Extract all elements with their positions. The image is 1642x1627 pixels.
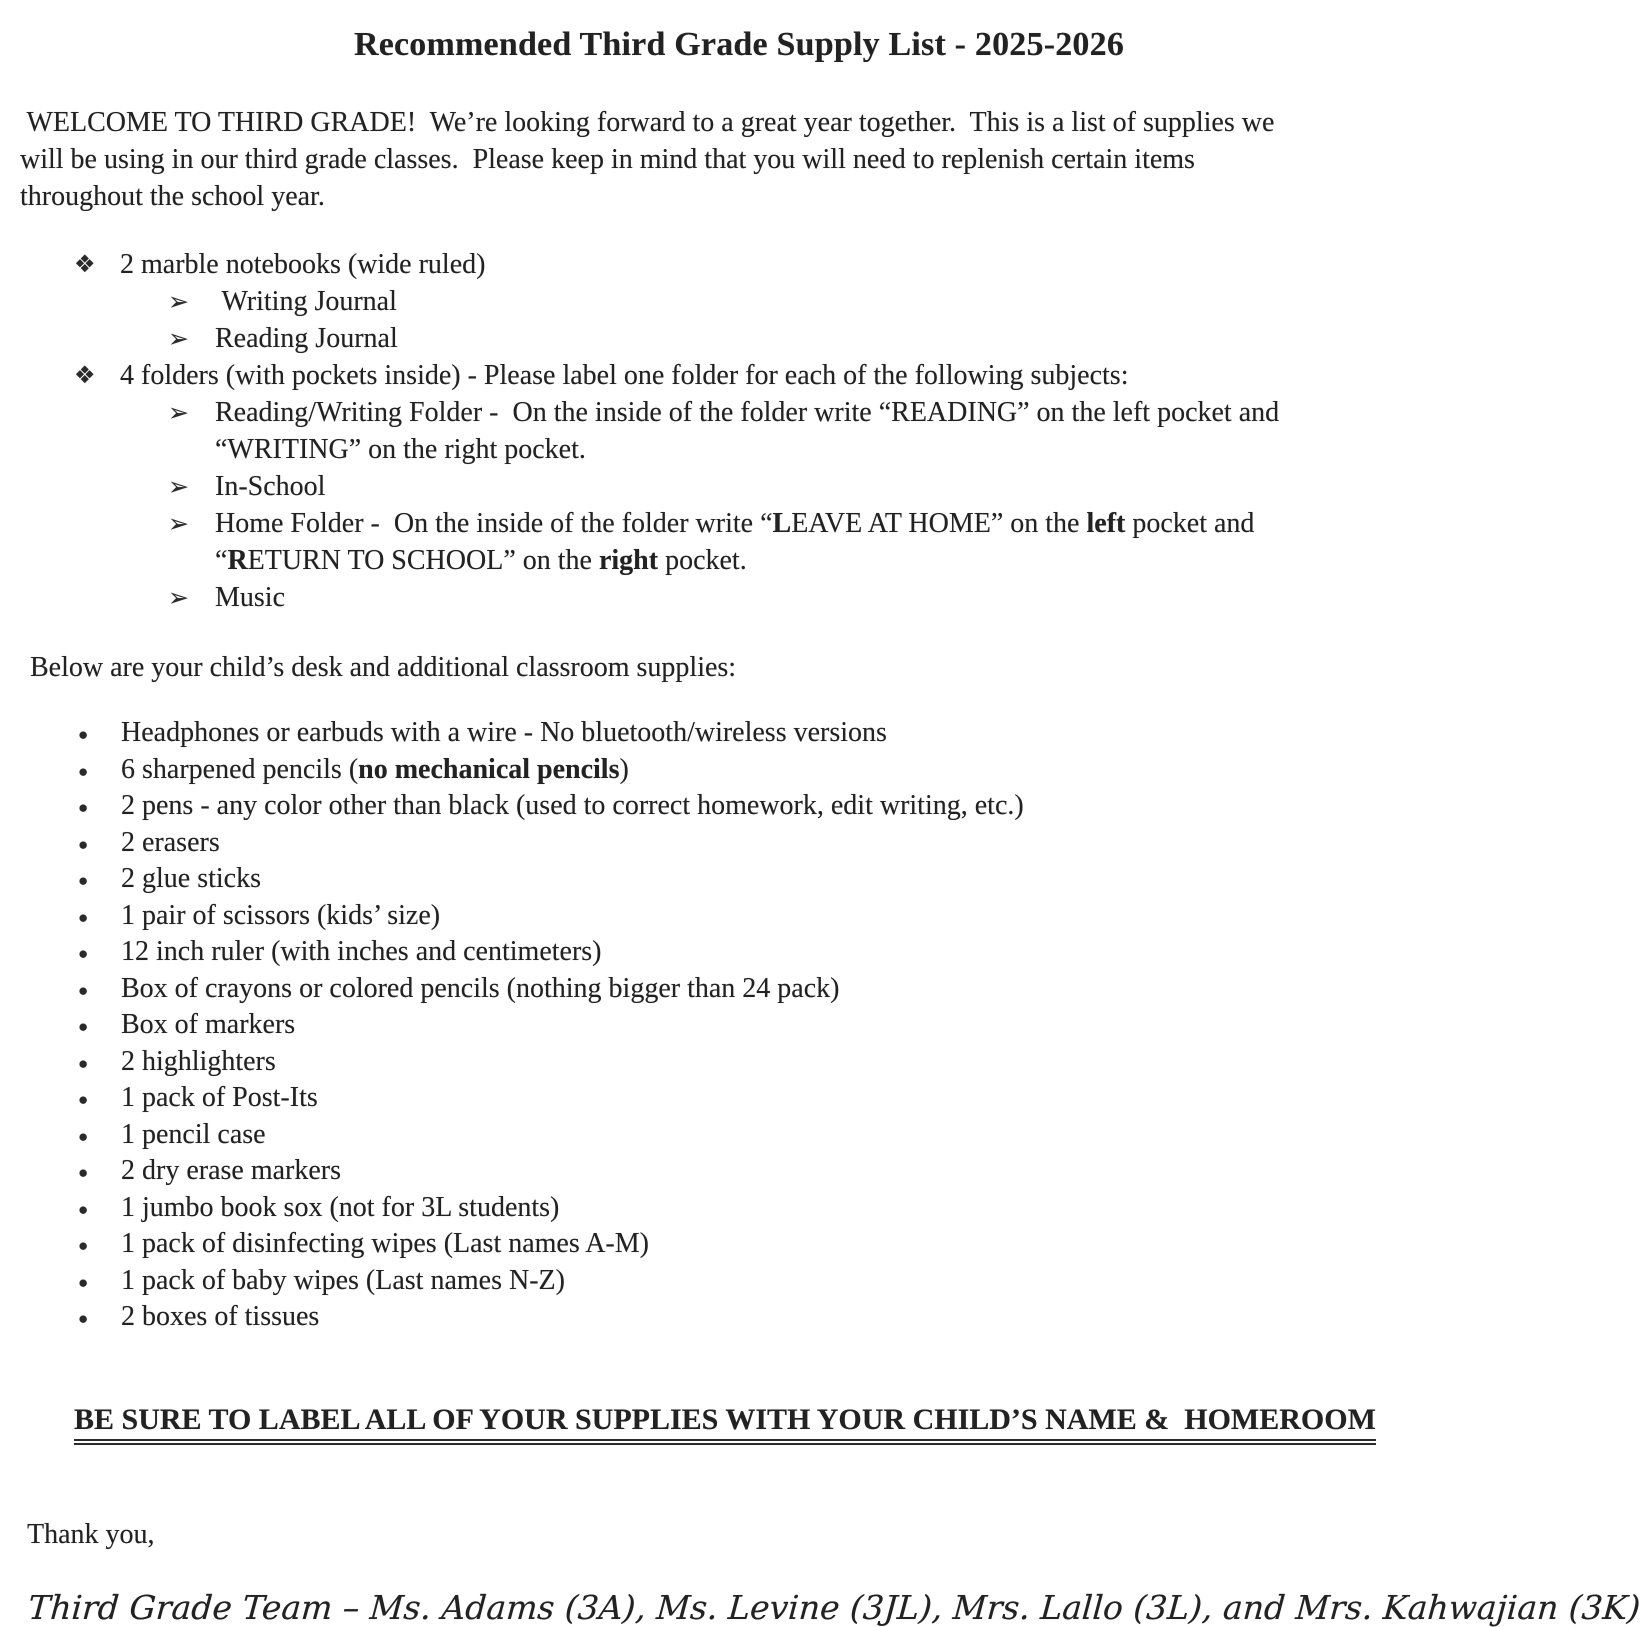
supply-item-disinfecting-wipes [0, 1226, 1478, 1263]
bullet-icon: ● [78, 1272, 89, 1292]
arrow-bullet-icon: ➢ [168, 324, 189, 353]
reading-writing-folder-line-2: “WRITING” on the right pocket. [215, 434, 586, 465]
text-run: ) [619, 753, 629, 785]
bullet-icon: ● [78, 1236, 89, 1255]
text-run: EAVE AT HOME” on the [791, 508, 1087, 539]
text-run-bold: no mechanical pencils [358, 753, 620, 785]
supply-item-tissues [0, 1299, 1478, 1336]
intro-paragraph [20, 104, 1458, 215]
supply-item-text: 2 boxes of tissues [121, 1301, 320, 1332]
text-run: pocket. [658, 545, 747, 576]
supply-item-pens [0, 788, 1478, 825]
writing-journal-label: Writing Journal [215, 286, 397, 317]
arrow-bullet-icon: ➢ [168, 583, 189, 612]
sub-item-writing-journal [0, 283, 1478, 320]
home-folder-line-2 [215, 542, 1478, 579]
bullet-icon: ● [78, 944, 89, 963]
supply-item-text: 1 pack of baby wipes (Last names N-Z) [121, 1264, 565, 1296]
notebooks-folders-list [0, 246, 1478, 616]
home-folder-line-1 [215, 505, 1478, 542]
text-run: ETURN TO SCHOOL” on the [247, 545, 599, 576]
label-notice-text: BE SURE TO LABEL ALL OF YOUR SUPPLIES WITH YOUR CHILD’S NAME & HOMEROOM [74, 1403, 1376, 1445]
supply-item-text: 1 pack of disinfecting wipes (Last names A-M) [121, 1228, 649, 1259]
supply-item-text: 2 glue sticks [121, 863, 261, 894]
supply-item-text: 1 pencil case [121, 1118, 266, 1150]
bullet-icon: ● [78, 1163, 89, 1182]
team-signature: Third Grade Team – Ms. Adams (3A), Ms. Levine (3JL), Mrs. Lallo (3L), and Mrs. Kahwajian (3K) [27, 1587, 1642, 1627]
arrow-bullet-icon: ➢ [168, 472, 189, 501]
list-item-notebooks [0, 246, 1478, 283]
supply-item-text: 2 erasers [121, 826, 220, 858]
supply-item-crayons [0, 971, 1478, 1008]
sub-item-home-folder [0, 505, 1478, 579]
arrow-bullet-icon: ➢ [168, 287, 189, 316]
supply-item-text: Box of markers [121, 1009, 296, 1040]
text-run: “ [215, 545, 228, 576]
supply-item-text: 1 jumbo book sox (not for 3L students) [121, 1191, 560, 1223]
in-school-folder-label: In-School [215, 471, 326, 502]
supply-item-text: Headphones or earbuds with a wire - No bluetooth/wireless versions [121, 717, 887, 748]
supply-item-pencils [0, 752, 1478, 789]
bullet-icon: ● [78, 1053, 89, 1073]
reading-writing-folder-text [215, 394, 1478, 468]
bullet-icon: ● [78, 834, 89, 854]
list-item-folders [0, 357, 1478, 394]
bullet-icon: ● [78, 1090, 89, 1109]
supply-item-post-its [0, 1080, 1478, 1117]
closing-thanks: Thank you, [27, 1518, 155, 1550]
text-run-bold: left [1086, 508, 1126, 539]
diamond-bullet-icon: ❖ [74, 361, 96, 389]
text-run-bold: L [772, 508, 792, 539]
intro-line-3: throughout the school year. [20, 181, 325, 212]
folders-label: 4 folders (with pockets inside) - Please label one folder for each of the following subjects: [120, 360, 1129, 391]
document-title: Recommended Third Grade Supply List - 2025-2026 [353, 26, 1125, 63]
supply-item-ruler [0, 934, 1478, 971]
supply-item-text: 1 pack of Post-Its [121, 1082, 318, 1113]
bullet-icon: ● [78, 871, 89, 890]
notebooks-label: 2 marble notebooks (wide ruled) [120, 249, 486, 280]
supply-item-baby-wipes [0, 1263, 1478, 1300]
supply-item-text [121, 752, 1478, 789]
supply-item-text: 2 pens - any color other than black (used to correct homework, edit writing, etc.) [121, 790, 1024, 821]
supply-item-markers [0, 1007, 1478, 1044]
supply-item-book-sox [0, 1190, 1478, 1227]
supply-item-pencil-case [0, 1117, 1478, 1154]
desk-supplies-list [0, 715, 1478, 1336]
supply-item-dry-erase [0, 1153, 1478, 1190]
reading-writing-folder-line-1: Reading/Writing Folder - On the inside of the folder write “READING” on the left pocket and [215, 397, 1280, 428]
supply-item-glue-sticks [0, 861, 1478, 898]
music-folder-label: Music [215, 582, 285, 613]
bullet-icon: ● [78, 798, 89, 817]
desk-supplies-intro: Below are your child’s desk and additional classroom supplies: [30, 652, 737, 683]
label-notice-heading [44, 1369, 1458, 1479]
bullet-icon: ● [78, 725, 89, 744]
supply-item-text: 2 highlighters [121, 1045, 276, 1077]
intro-line-2: will be using in our third grade classes. Please keep in mind that you will need to replenish certain items [20, 144, 1195, 175]
text-run: pocket and [1125, 508, 1255, 539]
supply-item-highlighters [0, 1044, 1478, 1081]
supply-item-text: 2 dry erase markers [121, 1155, 342, 1186]
supply-item-headphones [0, 715, 1478, 752]
sub-item-reading-writing-folder [0, 394, 1478, 468]
bullet-icon: ● [78, 980, 89, 1000]
bullet-icon: ● [78, 1199, 89, 1219]
arrow-bullet-icon: ➢ [168, 398, 189, 427]
bullet-icon: ● [78, 907, 89, 927]
reading-journal-label: Reading Journal [215, 323, 398, 354]
supply-item-text: 12 inch ruler (with inches and centimeters) [121, 936, 602, 967]
supply-item-text: Box of crayons or colored pencils (nothing bigger than 24 pack) [121, 972, 840, 1004]
bullet-icon: ● [78, 1309, 89, 1328]
sub-item-reading-journal [0, 320, 1478, 357]
diamond-bullet-icon: ❖ [74, 250, 96, 278]
bullet-icon: ● [78, 761, 89, 781]
arrow-bullet-icon: ➢ [168, 509, 189, 538]
text-run: Home Folder - On the inside of the folder write “ [215, 508, 773, 539]
text-run-bold: R [227, 545, 248, 576]
sub-item-in-school-folder [0, 468, 1478, 505]
sub-item-music-folder [0, 579, 1478, 616]
supply-item-scissors [0, 898, 1478, 935]
bullet-icon: ● [78, 1126, 89, 1146]
supply-item-erasers [0, 825, 1478, 862]
bullet-icon: ● [78, 1017, 89, 1036]
supply-item-text: 1 pair of scissors (kids’ size) [121, 899, 441, 931]
text-run: 6 sharpened pencils ( [121, 753, 359, 785]
home-folder-text [215, 505, 1478, 579]
intro-line-1: WELCOME TO THIRD GRADE! We’re looking forward to a great year together. This is a list of supplies we [20, 107, 1275, 138]
text-run-bold: right [598, 545, 659, 576]
